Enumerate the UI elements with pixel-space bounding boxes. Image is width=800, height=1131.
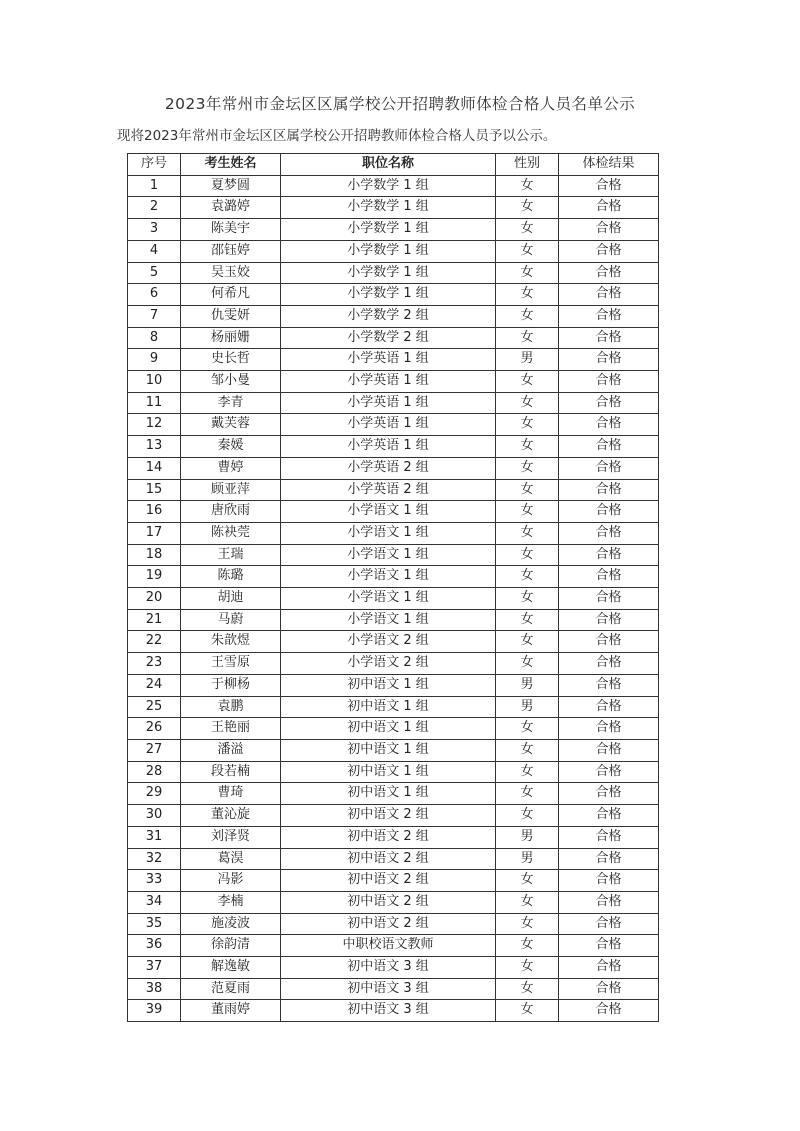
- header-exam-result: 体检结果: [559, 154, 659, 176]
- cell-exam-result: 合格: [559, 891, 659, 913]
- cell-serial-number: 24: [128, 674, 181, 696]
- cell-candidate-name: 唐欣雨: [181, 501, 281, 523]
- cell-exam-result: 合格: [559, 739, 659, 761]
- cell-serial-number: 22: [128, 631, 181, 653]
- cell-exam-result: 合格: [559, 327, 659, 349]
- qualified-candidates-table: [127, 153, 659, 1022]
- cell-position-name: 小学语文 2 组: [281, 631, 496, 653]
- cell-position-name: 初中语文 2 组: [281, 805, 496, 827]
- cell-candidate-name: 仇雯妍: [181, 305, 281, 327]
- cell-position-name: 小学数学 1 组: [281, 262, 496, 284]
- cell-exam-result: 合格: [559, 175, 659, 197]
- cell-candidate-name: 邵钰婷: [181, 240, 281, 262]
- cell-position-name: 小学语文 1 组: [281, 609, 496, 631]
- table-row: [128, 783, 659, 805]
- intro-paragraph: 现将2023年常州市金坛区区属学校公开招聘教师体检合格人员予以公示。: [117, 128, 557, 144]
- cell-serial-number: 10: [128, 371, 181, 393]
- cell-serial-number: 39: [128, 1000, 181, 1022]
- table-row: [128, 219, 659, 241]
- document-title: 2023年常州市金坛区区属学校公开招聘教师体检合格人员名单公示: [164, 95, 636, 113]
- cell-exam-result: 合格: [559, 848, 659, 870]
- cell-position-name: 初中语文 1 组: [281, 783, 496, 805]
- table-row: [128, 696, 659, 718]
- cell-exam-result: 合格: [559, 761, 659, 783]
- table-row: [128, 522, 659, 544]
- cell-gender: 女: [496, 544, 559, 566]
- table-row: [128, 653, 659, 675]
- cell-serial-number: 23: [128, 653, 181, 675]
- cell-exam-result: 合格: [559, 913, 659, 935]
- cell-candidate-name: 徐韵清: [181, 935, 281, 957]
- table-row: [128, 718, 659, 740]
- cell-exam-result: 合格: [559, 479, 659, 501]
- cell-serial-number: 26: [128, 718, 181, 740]
- cell-gender: 女: [496, 739, 559, 761]
- cell-gender: 男: [496, 848, 559, 870]
- cell-gender: 女: [496, 284, 559, 306]
- cell-gender: 男: [496, 674, 559, 696]
- cell-position-name: 初中语文 1 组: [281, 761, 496, 783]
- cell-gender: 女: [496, 631, 559, 653]
- cell-serial-number: 15: [128, 479, 181, 501]
- table-row: [128, 588, 659, 610]
- cell-candidate-name: 董雨婷: [181, 1000, 281, 1022]
- cell-gender: 女: [496, 978, 559, 1000]
- table-row: [128, 414, 659, 436]
- cell-gender: 女: [496, 371, 559, 393]
- cell-candidate-name: 陈美宇: [181, 219, 281, 241]
- cell-serial-number: 34: [128, 891, 181, 913]
- cell-gender: 女: [496, 457, 559, 479]
- cell-candidate-name: 戴芙蓉: [181, 414, 281, 436]
- cell-position-name: 小学数学 1 组: [281, 240, 496, 262]
- cell-serial-number: 8: [128, 327, 181, 349]
- cell-serial-number: 7: [128, 305, 181, 327]
- cell-gender: 女: [496, 957, 559, 979]
- table-row: [128, 479, 659, 501]
- table-row: [128, 935, 659, 957]
- cell-exam-result: 合格: [559, 262, 659, 284]
- cell-exam-result: 合格: [559, 718, 659, 740]
- cell-exam-result: 合格: [559, 674, 659, 696]
- cell-gender: 女: [496, 609, 559, 631]
- cell-gender: 女: [496, 327, 559, 349]
- cell-gender: 女: [496, 414, 559, 436]
- cell-candidate-name: 曹琦: [181, 783, 281, 805]
- cell-gender: 女: [496, 305, 559, 327]
- table-row: [128, 913, 659, 935]
- cell-position-name: 初中语文 1 组: [281, 718, 496, 740]
- cell-gender: 女: [496, 219, 559, 241]
- cell-exam-result: 合格: [559, 957, 659, 979]
- cell-serial-number: 12: [128, 414, 181, 436]
- cell-gender: 男: [496, 349, 559, 371]
- cell-serial-number: 37: [128, 957, 181, 979]
- cell-candidate-name: 段若楠: [181, 761, 281, 783]
- cell-candidate-name: 马蔚: [181, 609, 281, 631]
- cell-gender: 女: [496, 566, 559, 588]
- cell-serial-number: 29: [128, 783, 181, 805]
- cell-gender: 女: [496, 935, 559, 957]
- cell-candidate-name: 王艳丽: [181, 718, 281, 740]
- cell-gender: 女: [496, 479, 559, 501]
- cell-exam-result: 合格: [559, 805, 659, 827]
- cell-serial-number: 28: [128, 761, 181, 783]
- cell-candidate-name: 刘泽贤: [181, 826, 281, 848]
- cell-position-name: 小学数学 1 组: [281, 284, 496, 306]
- table-row: [128, 891, 659, 913]
- cell-candidate-name: 王雪原: [181, 653, 281, 675]
- table-row: [128, 240, 659, 262]
- cell-exam-result: 合格: [559, 305, 659, 327]
- cell-position-name: 小学英语 1 组: [281, 392, 496, 414]
- cell-serial-number: 36: [128, 935, 181, 957]
- cell-candidate-name: 葛淏: [181, 848, 281, 870]
- cell-position-name: 初中语文 2 组: [281, 913, 496, 935]
- cell-serial-number: 35: [128, 913, 181, 935]
- cell-position-name: 小学英语 1 组: [281, 436, 496, 458]
- cell-position-name: 初中语文 2 组: [281, 826, 496, 848]
- cell-candidate-name: 陈袂莞: [181, 522, 281, 544]
- cell-candidate-name: 杨丽姗: [181, 327, 281, 349]
- cell-serial-number: 5: [128, 262, 181, 284]
- table-row: [128, 566, 659, 588]
- table-row: [128, 501, 659, 523]
- cell-exam-result: 合格: [559, 197, 659, 219]
- header-candidate-name: 考生姓名: [181, 154, 281, 176]
- cell-exam-result: 合格: [559, 783, 659, 805]
- cell-gender: 女: [496, 262, 559, 284]
- cell-candidate-name: 邹小曼: [181, 371, 281, 393]
- cell-gender: 女: [496, 913, 559, 935]
- table-row: [128, 826, 659, 848]
- header-gender: 性别: [496, 154, 559, 176]
- table-row: [128, 284, 659, 306]
- cell-exam-result: 合格: [559, 631, 659, 653]
- cell-serial-number: 14: [128, 457, 181, 479]
- cell-candidate-name: 董沁旋: [181, 805, 281, 827]
- cell-candidate-name: 袁鹏: [181, 696, 281, 718]
- cell-gender: 女: [496, 891, 559, 913]
- cell-exam-result: 合格: [559, 566, 659, 588]
- table-row: [128, 457, 659, 479]
- cell-serial-number: 31: [128, 826, 181, 848]
- cell-gender: 女: [496, 522, 559, 544]
- cell-position-name: 小学语文 1 组: [281, 522, 496, 544]
- table-row: [128, 392, 659, 414]
- cell-position-name: 初中语文 1 组: [281, 674, 496, 696]
- cell-gender: 女: [496, 1000, 559, 1022]
- table-row: [128, 1000, 659, 1022]
- cell-exam-result: 合格: [559, 414, 659, 436]
- cell-candidate-name: 袁潞婷: [181, 197, 281, 219]
- header-position-name: 职位名称: [281, 154, 496, 176]
- cell-serial-number: 27: [128, 739, 181, 761]
- cell-position-name: 初中语文 1 组: [281, 696, 496, 718]
- header-serial-number: 序号: [128, 154, 181, 176]
- cell-candidate-name: 胡迪: [181, 588, 281, 610]
- cell-candidate-name: 陈璐: [181, 566, 281, 588]
- cell-position-name: 初中语文 2 组: [281, 891, 496, 913]
- cell-serial-number: 13: [128, 436, 181, 458]
- table-row: [128, 739, 659, 761]
- cell-candidate-name: 范夏雨: [181, 978, 281, 1000]
- cell-serial-number: 25: [128, 696, 181, 718]
- cell-position-name: 小学数学 1 组: [281, 197, 496, 219]
- cell-serial-number: 19: [128, 566, 181, 588]
- cell-serial-number: 4: [128, 240, 181, 262]
- cell-position-name: 小学数学 1 组: [281, 175, 496, 197]
- table-row: [128, 674, 659, 696]
- cell-serial-number: 6: [128, 284, 181, 306]
- cell-candidate-name: 顾亚萍: [181, 479, 281, 501]
- cell-position-name: 初中语文 2 组: [281, 848, 496, 870]
- cell-gender: 女: [496, 175, 559, 197]
- cell-candidate-name: 李青: [181, 392, 281, 414]
- cell-candidate-name: 朱歆煜: [181, 631, 281, 653]
- cell-exam-result: 合格: [559, 588, 659, 610]
- table-row: [128, 848, 659, 870]
- cell-position-name: 小学语文 1 组: [281, 501, 496, 523]
- cell-gender: 女: [496, 197, 559, 219]
- cell-exam-result: 合格: [559, 240, 659, 262]
- cell-candidate-name: 曹婷: [181, 457, 281, 479]
- cell-gender: 女: [496, 392, 559, 414]
- table-row: [128, 327, 659, 349]
- cell-serial-number: 38: [128, 978, 181, 1000]
- cell-exam-result: 合格: [559, 522, 659, 544]
- cell-exam-result: 合格: [559, 371, 659, 393]
- table-row: [128, 436, 659, 458]
- cell-gender: 女: [496, 501, 559, 523]
- cell-exam-result: 合格: [559, 1000, 659, 1022]
- cell-exam-result: 合格: [559, 978, 659, 1000]
- cell-position-name: 初中语文 3 组: [281, 978, 496, 1000]
- cell-gender: 男: [496, 826, 559, 848]
- cell-gender: 女: [496, 805, 559, 827]
- table-row: [128, 870, 659, 892]
- cell-position-name: 小学数学 1 组: [281, 219, 496, 241]
- cell-serial-number: 18: [128, 544, 181, 566]
- cell-exam-result: 合格: [559, 544, 659, 566]
- cell-exam-result: 合格: [559, 609, 659, 631]
- table-row: [128, 957, 659, 979]
- cell-gender: 女: [496, 653, 559, 675]
- table-row: [128, 175, 659, 197]
- cell-serial-number: 3: [128, 219, 181, 241]
- cell-gender: 女: [496, 240, 559, 262]
- cell-exam-result: 合格: [559, 436, 659, 458]
- table-header-row: [128, 154, 659, 176]
- cell-gender: 男: [496, 696, 559, 718]
- table-row: [128, 349, 659, 371]
- cell-candidate-name: 吴玉姣: [181, 262, 281, 284]
- cell-position-name: 小学英语 1 组: [281, 414, 496, 436]
- cell-position-name: 小学数学 2 组: [281, 305, 496, 327]
- cell-position-name: 小学语文 1 组: [281, 544, 496, 566]
- cell-serial-number: 11: [128, 392, 181, 414]
- cell-candidate-name: 王瑞: [181, 544, 281, 566]
- cell-gender: 女: [496, 436, 559, 458]
- table-row: [128, 631, 659, 653]
- cell-position-name: 初中语文 3 组: [281, 957, 496, 979]
- cell-position-name: 小学语文 1 组: [281, 588, 496, 610]
- cell-candidate-name: 解逸敏: [181, 957, 281, 979]
- table-row: [128, 262, 659, 284]
- cell-gender: 女: [496, 718, 559, 740]
- cell-exam-result: 合格: [559, 392, 659, 414]
- cell-position-name: 初中语文 3 组: [281, 1000, 496, 1022]
- cell-candidate-name: 施凌波: [181, 913, 281, 935]
- cell-exam-result: 合格: [559, 457, 659, 479]
- table-body: [128, 175, 659, 1021]
- cell-position-name: 初中语文 2 组: [281, 870, 496, 892]
- table-row: [128, 197, 659, 219]
- table-row: [128, 305, 659, 327]
- cell-candidate-name: 冯影: [181, 870, 281, 892]
- cell-serial-number: 32: [128, 848, 181, 870]
- cell-gender: 女: [496, 783, 559, 805]
- cell-position-name: 小学英语 1 组: [281, 371, 496, 393]
- cell-exam-result: 合格: [559, 219, 659, 241]
- cell-position-name: 小学语文 1 组: [281, 566, 496, 588]
- cell-serial-number: 30: [128, 805, 181, 827]
- cell-exam-result: 合格: [559, 935, 659, 957]
- cell-position-name: 小学英语 1 组: [281, 349, 496, 371]
- cell-serial-number: 9: [128, 349, 181, 371]
- cell-exam-result: 合格: [559, 349, 659, 371]
- cell-position-name: 小学语文 2 组: [281, 653, 496, 675]
- cell-serial-number: 2: [128, 197, 181, 219]
- cell-candidate-name: 秦媛: [181, 436, 281, 458]
- cell-position-name: 小学英语 2 组: [281, 457, 496, 479]
- cell-exam-result: 合格: [559, 653, 659, 675]
- cell-serial-number: 16: [128, 501, 181, 523]
- cell-exam-result: 合格: [559, 501, 659, 523]
- table-row: [128, 805, 659, 827]
- cell-candidate-name: 李楠: [181, 891, 281, 913]
- cell-gender: 女: [496, 761, 559, 783]
- cell-position-name: 中职校语文教师: [281, 935, 496, 957]
- cell-exam-result: 合格: [559, 284, 659, 306]
- cell-serial-number: 20: [128, 588, 181, 610]
- table-row: [128, 609, 659, 631]
- cell-serial-number: 17: [128, 522, 181, 544]
- cell-position-name: 小学数学 2 组: [281, 327, 496, 349]
- cell-gender: 女: [496, 588, 559, 610]
- cell-gender: 女: [496, 870, 559, 892]
- table-row: [128, 544, 659, 566]
- cell-position-name: 小学英语 2 组: [281, 479, 496, 501]
- table-row: [128, 761, 659, 783]
- cell-candidate-name: 何希凡: [181, 284, 281, 306]
- cell-exam-result: 合格: [559, 826, 659, 848]
- cell-candidate-name: 于柳杨: [181, 674, 281, 696]
- table-row: [128, 371, 659, 393]
- cell-candidate-name: 潘溢: [181, 739, 281, 761]
- cell-exam-result: 合格: [559, 870, 659, 892]
- table-row: [128, 978, 659, 1000]
- cell-serial-number: 1: [128, 175, 181, 197]
- cell-position-name: 初中语文 1 组: [281, 739, 496, 761]
- cell-serial-number: 33: [128, 870, 181, 892]
- cell-serial-number: 21: [128, 609, 181, 631]
- cell-candidate-name: 史长哲: [181, 349, 281, 371]
- cell-exam-result: 合格: [559, 696, 659, 718]
- cell-candidate-name: 夏梦圆: [181, 175, 281, 197]
